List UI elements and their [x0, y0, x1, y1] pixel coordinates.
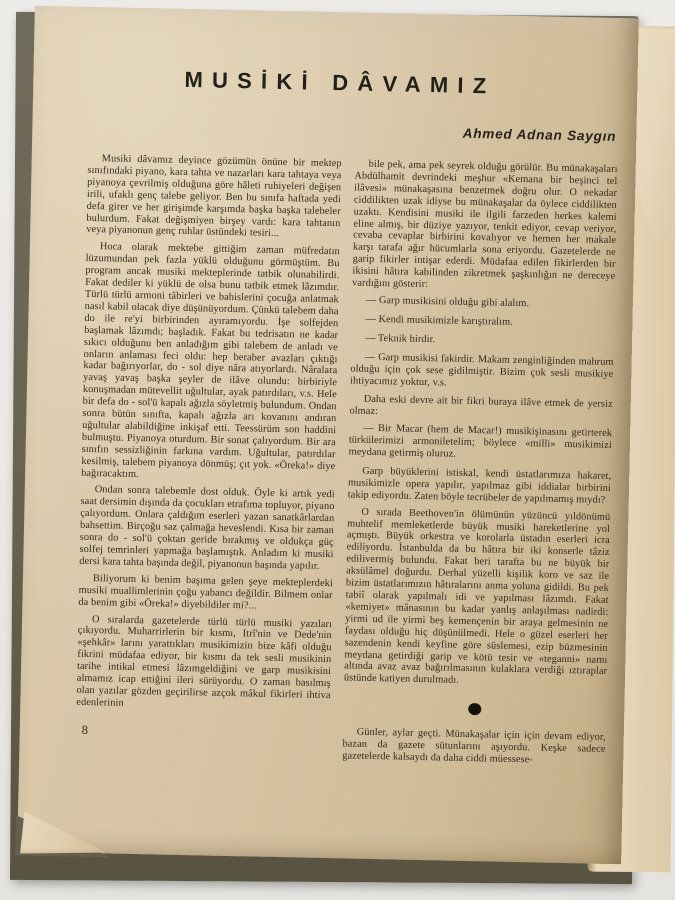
list-item: — Teknik birdir.	[364, 332, 436, 346]
paragraph: Daha eski devre ait bir fikri buraya ilâve etmek de yersiz olmaz:	[349, 394, 613, 418]
list-item: — Garp musikisini olduğu gibi alalım.	[365, 294, 530, 310]
article-author: Ahmed Adnan Saygın	[462, 125, 617, 144]
paragraph: Biliyorum ki benim başıma gelen şeye mekteplerdeki musiki muallimlerinin çoğu yabancı değildir. Bilmem onlar da benim gibi «Öreka!» diyebildiler mi?...	[78, 572, 334, 612]
section-separator-dot-icon	[468, 703, 481, 715]
two-column-body	[19, 132, 636, 773]
paragraph: Günler, aylar geçti. Münakaşalar için için devam ediyor, bazan da gazete sütunlarını aşıyordu. Keşke sadece gazetelerde kalsaydı da daha ciddi müessese-	[342, 726, 606, 766]
article-title: MUSİKİ DÂVAMIZ	[184, 66, 496, 99]
right-column	[342, 159, 618, 773]
paragraph: bile pek, ama pek seyrek olduğu görülür. Bu münakaşaları Abdülhamit devrindeki meşhur «Kemana bir beşinci tel ilâvesi» münakaşasına benzetmek doğru olur. O nekadar ciddilikten uzak idiyse bu münakaşalar da öylece ciddilikten uzaktı. Kendisini musiki ile ilgili farzeden herkes kalemi eline almış, bir düziye yazıyor, tenkit ediyor, cevap veriyor, cevaba cevaplar birbirini kovalıyor ve hemen her makale karşı tarafa ağır hücumlarla sona eriyordu. Gazetelerde ne garip fikirler intişar ederdi. Müdafaa edilen fikirlerden bir ikisini hâtıra kabilinden zikretmek şaşkınlığın ne dereceye vardığını gösterir:	[352, 158, 618, 291]
page-number: 8	[81, 722, 89, 737]
list-item: — Kendi musikimizle karıştıralım.	[365, 313, 514, 328]
magazine-page	[17, 6, 639, 864]
paragraph: Hoca olarak mektebe gittiğim zaman müfredatın lüzumundan pek fazla yüklü olduğunu görmüştüm. Bu program ancak musiki mekteplerinde tatbik olunabilirdi. Fakat dediler ki yüklü de olsa bunu tatbik etmek lâzımdır. Türlü türlü armoni tâbirleri ve bahislerini çocuğa anlatmak nasıl kabil olacak diye düşünüyordum. Çünkü talebem daha do ile re'yi birbirinden ayıramıyordu. İşe solfejden başlamak lâzımdı; başladık. Fakat bu tedrisatın ne kadar sıkıcı olduğunu ben anladığım gibi talebem de anladı ve onların anlaması feci oldu: hep beraber avazları çıktığı kadar bağırıyorlar, do - sol diye nâra atıyorlardı. Nâralara yavaş yavaş başka şeyler de ilâve olundu: birbiriyle konuşmadan mütevellit uğultular, ayak patırdıları, v.s. Hele bir defa do - sol'ü kapalı ağızla söyletmiş bulundum. Ondan sonra bütün sınıfta, kapalı ağızla arı kovanını andıran uğultular alabildiğine inkişaf etti. Teessürüm son haddini bulmuştu. Piyanoya oturdum. Bir sonat çalıyordum. Bir ara sınıfın sessizliğinin farkına vardım. Uğultular, patırdılar kesilmiş, talebem piyanoya dönmüş; çıt yok. «Öreka!» diye bağıracaktım.	[81, 241, 340, 480]
list-item: — Bir Macar (hem de Macar!) musikişinasını getirterek türkülerimizi armoniletelim; böylece «milli» musikimizi meydana getirmiş oluruz.	[348, 422, 613, 460]
paragraph: Ondan sonra talebemle dost olduk. Öyle ki artık yedi saat dersimin dışında da çocukları etrafıma topluyor, piyano çalıyordum. Onlara çaldığım eserleri yazan sanatkârlardan bahsettim. Birçoğu saz çalmağa heveslendi. Kısa bir zaman sonra do - sol'ü çoktan geride bırakmış ve oldukça güç solfej temrinleri yapmağa başlamıştık. Anladım ki musiki dersi kara tahta başında değil, piyanonun başında yapılır.	[79, 484, 335, 572]
left-column	[75, 153, 342, 767]
paragraph: Musiki dâvamız deyince gözümün önüne bir mektep sınıfındaki piyano, kara tahta ve nazarları kara tahtaya veya piyanoya çevrilmiş olduğuna göre hâleti ruhiyeleri değişen irili, ufaklı genç talebe geliyor. Ben bu sınıfa haftada yedi defa girer ve her girişimde karşımda başka başka talebeler bulurdum. Fakat değişmiyen birşey vardı: kara tahtanın veya piyanonun genç ruhlar üstündeki tesiri...	[86, 153, 342, 240]
paragraph: Garp büyüklerini istiskal, kendi üstatlarımıza hakaret, musikimizle opera yapılır, yapılmaz gibi iddialar birbirini takip ediyordu. Zaten böyle tecrübeler de yapılmamış mıydı?	[347, 465, 612, 506]
list-item: — Garp musikisi fakirdir. Makam zenginliğinden mahrum olduğu için çok sese gidilmiştir. Bizim çok sesli musikiye ihtiyacımız yoktur, v.s.	[350, 351, 614, 388]
paragraph: O sırada Beethoven'in ölümünün yüzüncü yıldönümü muhtelif memleketlerde büyük musiki hareketlerine yol açmıştı. Büyük orkestra ve korolarla üstadın eserleri icra ediliyordu. İstanbulda da bu hâtıra bir iki konserle tâziz edilivermiş bulundu. Fakat beri tarafta bu ne büyük bir aksülâmel doğurdu. Derhal yüzelli kişilik koro ve saz ile bizim üstatlarımızın hâtıralarını anma yoluna gidildi. Bu pek tabiî olarak yapılmalı idi ve yapılması lâzımdı. Fakat «kemiyet» mânasının bu kadar yanlış anlaşılması nadirdi: yirmi ud ile yirmi beş kemençenin bir araya gelmesinin ne faydası olduğu hiç düşünülmedi. Hele o güzel eserleri her sazendenin kendi keyfine göre süslemesi, ezip büzmesinin meydana getirdiği garip ve kötü tesir ve «teganni» namı altında avaz avaz bağırılmasının kulaklara verdiği ıztıraplar üstünde katiyen durulmadı.	[343, 506, 611, 687]
paragraph: O sıralarda gazetelerde türlü türlü musiki yazıları çıkıyordu. Muharrirlerin bir kısmı, Itrî'nin ve Dede'nin «şehkâr» larını yarattıkları musikimizin bize kâfi olduğu fikrini müdafaa ediyor, bir kısmı da tek sesli musikinin tarihe intikal etmesi lâzımgeldiğini ve garp musikisini almamız icap ettiğini ileri sürüyordu. O zaman basılmış olan yazılar gözden geçirilirse azçok mâkul fikirleri ihtiva edenlerinin	[76, 613, 333, 709]
folded-corner-flap	[18, 804, 109, 856]
